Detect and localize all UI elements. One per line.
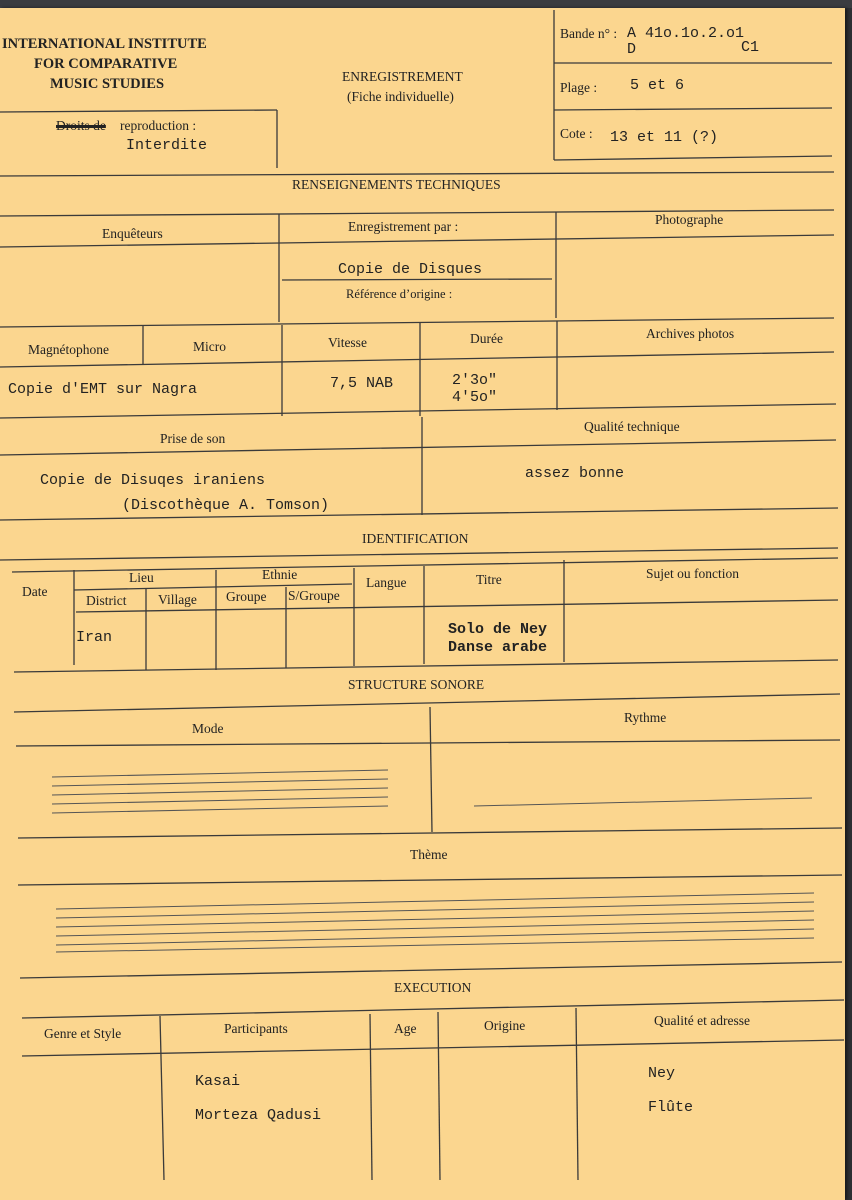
enregistrement-value: Copie de Disques <box>338 261 483 278</box>
qualite-value-2: Flûte <box>648 1099 694 1116</box>
age-label: Age <box>394 1021 417 1036</box>
genre-label: Genre et Style <box>44 1026 122 1041</box>
date-label: Date <box>22 584 48 599</box>
titre-value-2: Danse arabe <box>448 639 548 656</box>
cote-value: 13 et 11 (?) <box>610 129 719 146</box>
magnetophone-label: Magnétophone <box>28 342 109 357</box>
section-structure-title: STRUCTURE SONORE <box>348 677 485 692</box>
micro-label: Micro <box>193 339 226 354</box>
rythme-label: Rythme <box>624 710 667 725</box>
duree-label: Durée <box>470 331 503 346</box>
bande-value-c1: C1 <box>741 39 760 56</box>
form-title: ENREGISTREMENT <box>342 69 463 84</box>
participants-label: Participants <box>224 1021 288 1036</box>
titre-value-1: Solo de Ney <box>448 621 548 638</box>
prise-value-1: Copie de Disuqes iraniens <box>40 472 266 489</box>
institute-line-1: INTERNATIONAL INSTITUTE <box>2 36 207 52</box>
groupe-label: Groupe <box>226 589 267 604</box>
langue-label: Langue <box>366 575 407 590</box>
ethnie-label: Ethnie <box>262 567 298 582</box>
qualite-technique-label: Qualité technique <box>584 419 680 434</box>
enqueteurs-label: Enquêteurs <box>102 226 163 241</box>
archives-label: Archives photos <box>646 326 735 341</box>
duree-value-2: 4'5o" <box>452 389 498 406</box>
magnetophone-value: Copie d'EMT sur Nagra <box>8 381 198 398</box>
qualite-adresse-label: Qualité et adresse <box>654 1013 750 1028</box>
qualite-technique-value: assez bonne <box>525 465 625 482</box>
village-label: Village <box>158 592 197 607</box>
duree-value-1: 2'3o" <box>452 372 498 389</box>
cote-label: Cote : <box>560 126 593 141</box>
reference-label: Référence d’origine : <box>346 287 453 301</box>
bande-value: A 41o.1o.2.o1 <box>627 25 745 42</box>
plage-value: 5 et 6 <box>630 77 685 94</box>
section-execution-title: EXECUTION <box>394 980 472 995</box>
vitesse-label: Vitesse <box>328 335 367 350</box>
participant-1: Kasai <box>195 1073 241 1090</box>
district-label: District <box>86 593 127 608</box>
institute-line-3: MUSIC STUDIES <box>50 76 165 92</box>
institute-line-2: FOR COMPARATIVE <box>34 56 178 72</box>
theme-label: Thème <box>410 847 448 862</box>
qualite-value-1: Ney <box>648 1065 676 1082</box>
district-value: Iran <box>76 629 113 646</box>
section-identification-title: IDENTIFICATION <box>362 531 469 546</box>
droits-value: Interdite <box>126 137 208 154</box>
droits-label: reproduction : <box>120 118 197 133</box>
enregistrement-label: Enregistrement par : <box>348 219 459 234</box>
bande-value-d: D <box>627 41 637 58</box>
sgroupe-label: S/Groupe <box>288 588 340 603</box>
lieu-label: Lieu <box>129 570 154 585</box>
titre-label: Titre <box>476 572 502 587</box>
participant-2: Morteza Qadusi <box>195 1107 322 1124</box>
prise-label: Prise de son <box>160 431 226 446</box>
form-subtitle: (Fiche individuelle) <box>347 89 454 104</box>
bande-label: Bande n° : <box>560 26 618 41</box>
plage-label: Plage : <box>560 80 598 95</box>
section-technique-title: RENSEIGNEMENTS TECHNIQUES <box>292 177 501 192</box>
sujet-label: Sujet ou fonction <box>646 566 739 581</box>
prise-value-2: (Discothèque A. Tomson) <box>122 497 330 514</box>
droits-label-struck-text: Droits de <box>56 118 106 133</box>
vitesse-value: 7,5 NAB <box>330 375 394 392</box>
photographe-label: Photographe <box>655 212 724 227</box>
mode-label: Mode <box>192 721 224 736</box>
origine-label: Origine <box>484 1018 526 1033</box>
droits-label-struck <box>56 118 106 134</box>
